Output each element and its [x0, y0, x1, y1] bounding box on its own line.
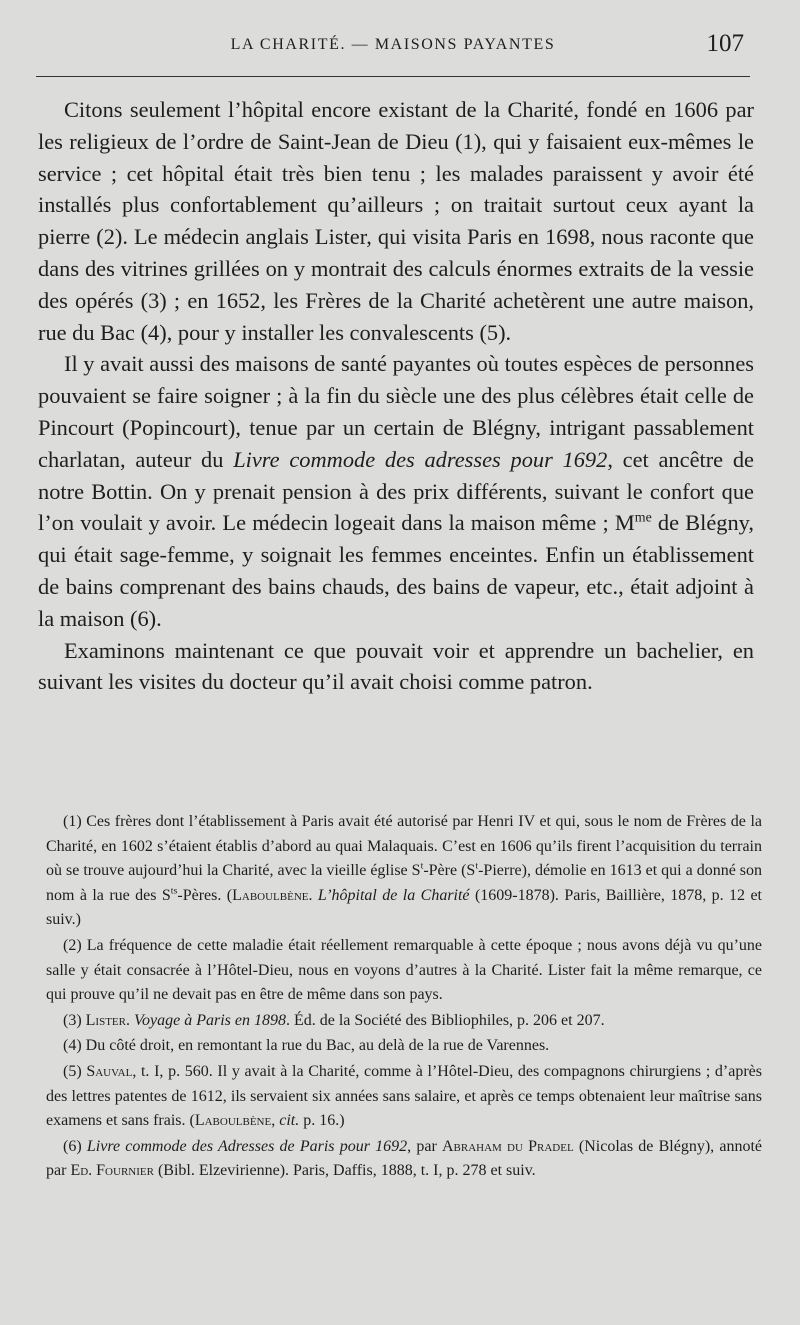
fn5-author: Sauval — [86, 1062, 133, 1080]
footnote-1 — [46, 810, 762, 933]
fn5-text-a: (5) — [63, 1062, 87, 1080]
fn3-author: Lister — [85, 1011, 126, 1029]
fn5-text-c: , — [271, 1112, 280, 1130]
fn6-text-a: (6) — [63, 1137, 87, 1155]
header-rule — [36, 76, 750, 77]
page-header — [36, 30, 750, 64]
fn6-text-c: (Nicolas de Blégny), annoté par — [46, 1137, 763, 1180]
fn3-text-c: . Éd. de la Société des Bibliophiles, p. 206 et 207. — [285, 1011, 605, 1029]
p2-superscript: me — [634, 510, 652, 526]
paragraph-2 — [38, 348, 754, 634]
fn6-author: Abraham du Pradel — [441, 1137, 574, 1155]
fn6-editor: Ed. Fournier — [70, 1162, 154, 1180]
fn6-text-d: (Bibl. Elzevirienne). Paris, Daffis, 1888, t. I, p. 278 et suiv. — [153, 1162, 536, 1180]
p3-text: Examinons maintenant ce que pouvait voir et apprendre un bachelier, en suivant les visites du docteur qu’il avait choisi comme patron. — [38, 637, 754, 695]
fn1-text-a: (1) Ces frères dont l’établissement à Paris avait été autorisé par Henri IV et qui, sous le nom de Frères de la Charité, en 1602 s’étaient établis d’abord au quai Malaquais. C’est en 1606 qu’ils firent l’acquisition du terrain où se trouve aujourd’hui la Charité, avec la vieille église S — [46, 813, 762, 880]
fn1-text-e: . — [308, 886, 318, 904]
fn2-text: (2) La fréquence de cette maladie était réellement remarquable à cette époque ; nous avons déjà vu qu’une salle y était consacrée à l’Hôtel-Dieu, nous en voyons d’autres à la Charité. Lister fait la même remarque, ce qui prouve qu’il ne devait pas en être de même dans son pays. — [46, 936, 762, 1004]
fn5-text-b: , t. I, p. 560. Il y avait à la Charité, comme à l’Hôtel-Dieu, des compagnons chirurgiens ; d’après des lettres patentes de 1612, ils servaient six années sans salaire, et après ce temps obtenaient leur maîtrise sans examens et sans frais. ( — [46, 1062, 763, 1130]
fn1-text-b: -Père (S — [423, 862, 476, 880]
fn1-author: Laboulbène — [232, 886, 309, 904]
fn1-text-d: -Pères. ( — [177, 886, 233, 904]
paragraph-1 — [38, 94, 754, 348]
footnote-3 — [46, 1009, 762, 1034]
fn5-author-2: Laboulbène — [194, 1112, 272, 1130]
fn1-title: L’hôpital de la Charité — [317, 886, 470, 904]
p2-text-a: Il y avait aussi des maisons de santé payantes où toutes espèces de personnes pouvaient se faire soigner ; à la fin du siècle une des plus célèbres était celle de Pincourt (Popincourt), tenue par un certain de Blégny, intrigant passablement charlatan, auteur du — [38, 351, 754, 472]
p2-book-title: Livre commode des adresses pour 1692 — [233, 446, 608, 472]
p1-text: Citons seulement l’hôpital encore existant de la Charité, fondé en 1606 par les religieux de l’ordre de Saint-Jean de Dieu (1), qui y faisaient eux-mêmes le service ; cet hôpital était très bien tenu ; les malades paraissent y avoir été installés plus confortablement qu’ailleurs ; on traitait surtout ceux ayant la pierre (2). Le médecin anglais Lister, qui visita Paris en 1698, nous raconte que dans des vitrines grillées on y montrait des calculs énormes extraits de la vessie des opérés (3) ; en 1652, les Frères de la Charité achetèrent une autre maison, rue du Bac (4), pour y installer les convalescents (5). — [38, 97, 754, 345]
page-number: 107 — [706, 30, 744, 57]
footnotes — [46, 810, 762, 1185]
fn4-text: (4) Du côté droit, en remontant la rue du Bac, au delà de la rue de Varennes. — [63, 1037, 550, 1055]
fn5-cit: cit. — [279, 1112, 300, 1130]
footnote-2 — [46, 934, 762, 1008]
fn3-text-b: . — [126, 1011, 134, 1029]
footnote-4 — [46, 1034, 762, 1059]
fn1-text-f: (1609-1878). Paris, Baillière, 1878, p. 12 et suiv.) — [46, 886, 762, 929]
fn1-sup-a: t — [420, 860, 424, 872]
fn1-sup-b: t — [475, 860, 479, 872]
body-text — [38, 94, 754, 698]
fn3-title: Voyage à Paris en 1898 — [134, 1011, 286, 1029]
footnote-5 — [46, 1060, 762, 1134]
fn1-sup-c: ts — [170, 885, 178, 897]
fn6-text-b: , par — [407, 1137, 442, 1155]
paragraph-3 — [38, 635, 754, 699]
fn1-text-c: -Pierre), démolie en 1613 et qui a donné son nom à la rue des S — [46, 862, 763, 904]
fn5-text-d: p. 16.) — [299, 1112, 345, 1130]
p2-text-c: de Blégny, qui était sage-femme, y soignait les femmes enceintes. Enfin un établissement de bains comprenant des bains chauds, des bains de vapeur, etc., était adjoint à la maison (6). — [38, 510, 754, 631]
fn3-text-a: (3) — [63, 1011, 86, 1029]
footnote-6 — [46, 1135, 762, 1184]
p2-text-b: , cet ancêtre de notre Bottin. On y prenait pension à des prix différents, suivant le confort que l’on voulait y avoir. Le médecin logeait dans la maison même ; M — [38, 446, 754, 536]
fn6-title: Livre commode des Adresses de Paris pour 1692 — [86, 1137, 408, 1155]
running-head: LA CHARITÉ. — MAISONS PAYANTES — [230, 36, 556, 53]
